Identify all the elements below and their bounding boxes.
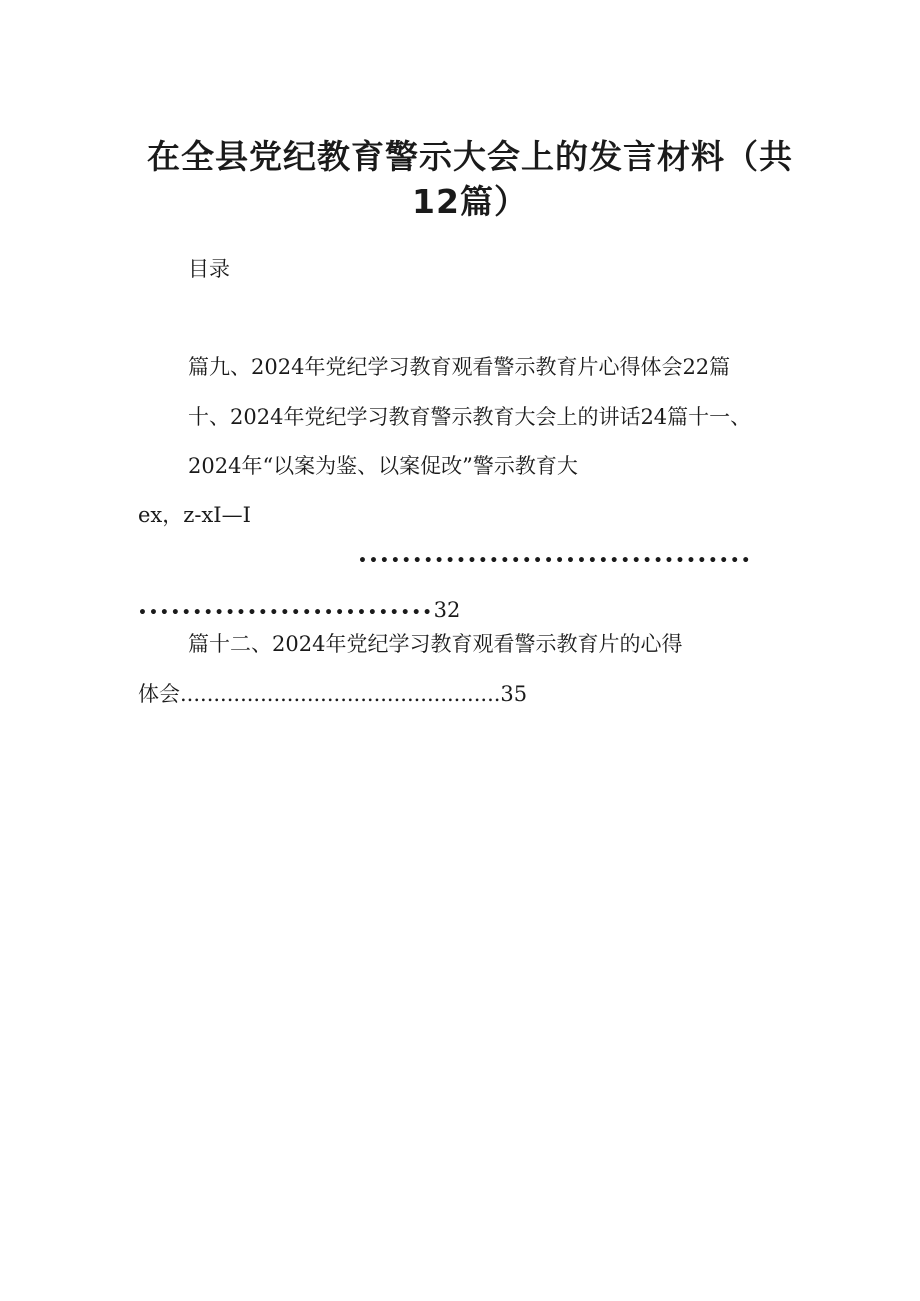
toc-entry-12: 篇十二、2024年党纪学习教育观看警示教育片的心得 [188, 632, 683, 656]
document-title-line-2: 12篇） [412, 182, 528, 221]
toc-dot-leader-row-2 [138, 596, 578, 627]
toc-page-number-32: 32 [433, 598, 461, 622]
toc-dot-leader-light: ................................................ [180, 682, 501, 706]
toc-entry-12-continuation [138, 680, 788, 708]
toc-dot-leader: ••••••••••••••••••••••••••• [138, 605, 434, 621]
toc-entry-12-label: 体会 [138, 682, 180, 706]
document-title-line-1: 在全县党纪教育警示大会上的发言材料（共 [147, 137, 793, 176]
toc-entry-9: 篇九、2024年党纪学习教育观看警示教育片心得体会22篇 [188, 355, 731, 379]
toc-dot-leader-row-1: •••••••••••••••••••••••••••••••••••• [358, 553, 753, 569]
toc-entry-11-garbled: ex，z-xI—I [138, 503, 251, 527]
toc-entry-11: 2024年“以案为鉴、以案促改”警示教育大 [188, 454, 578, 478]
toc-entry-10: 十、2024年党纪学习教育警示教育大会上的讲话24篇十一、 [188, 405, 752, 429]
toc-page-number-35: 35 [500, 682, 528, 706]
toc-heading: 目录 [188, 257, 230, 281]
